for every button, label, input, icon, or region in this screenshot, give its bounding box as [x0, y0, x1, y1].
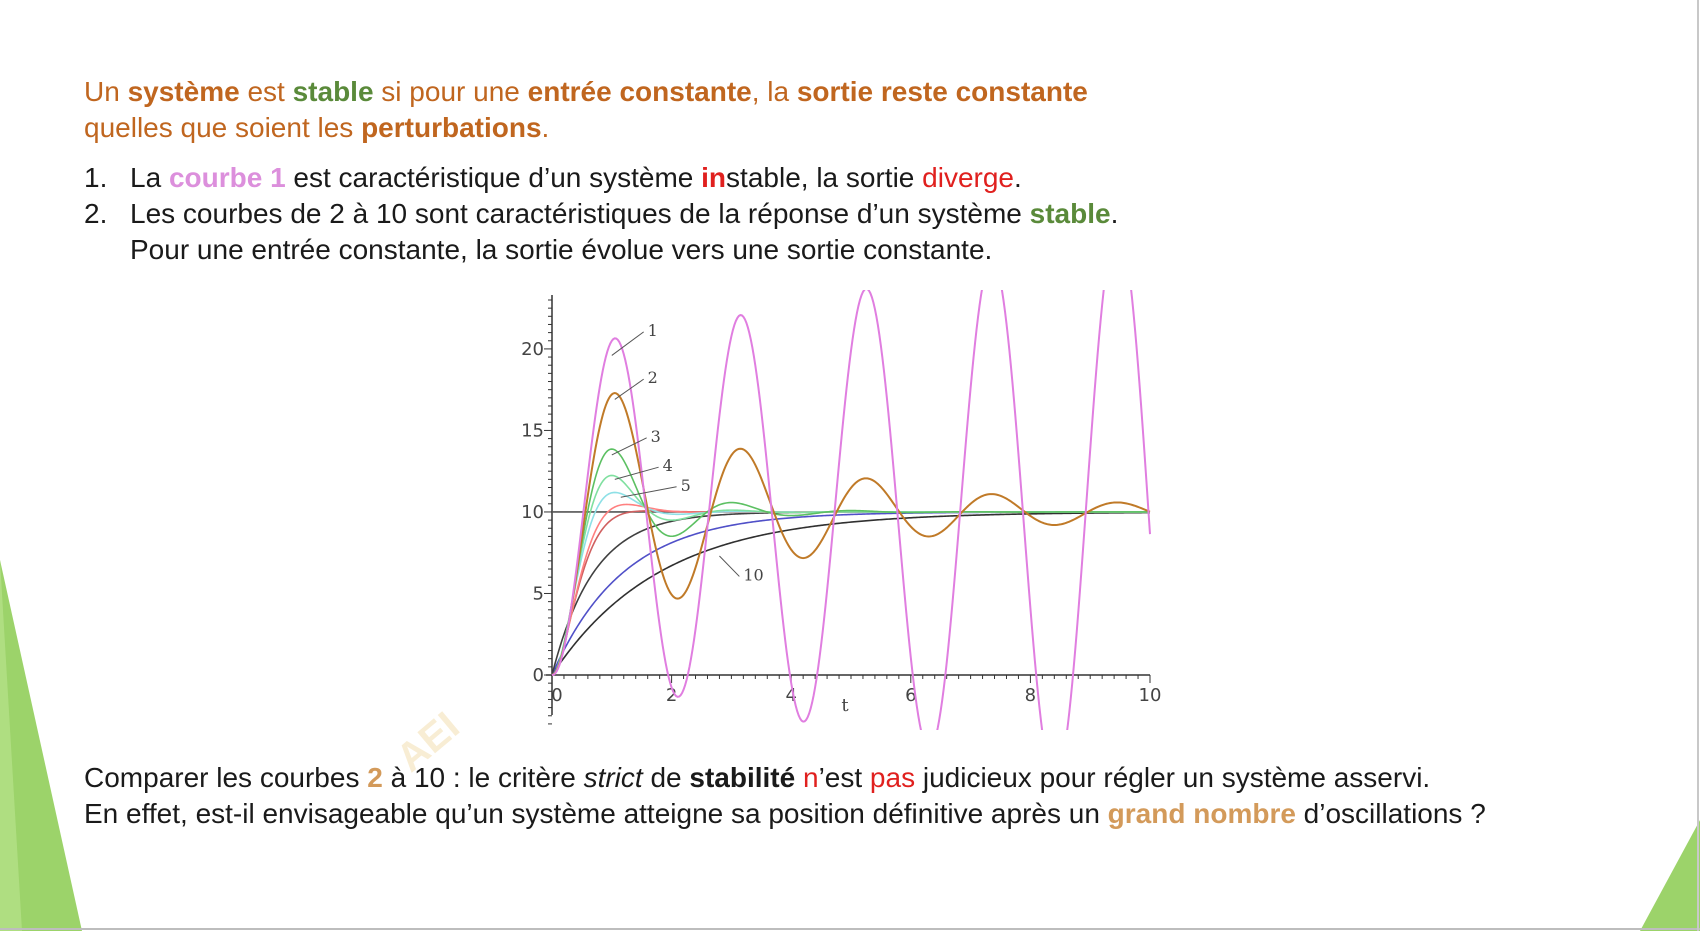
x-axis-label: t	[841, 695, 849, 716]
keyword-stable: stable	[1029, 198, 1111, 229]
curve-label-pointer	[615, 467, 659, 479]
list-number: 1.	[84, 162, 108, 193]
x-tick-label: 8	[1024, 685, 1037, 706]
keyword-diverge: diverge	[922, 162, 1014, 193]
intro-text: Un	[84, 76, 128, 107]
intro-line-1	[84, 74, 1088, 110]
intro-keyword-stable: stable	[292, 76, 374, 107]
intro-line-2	[84, 110, 549, 146]
series-line-10	[552, 513, 1150, 675]
keyword-2: 2	[367, 762, 383, 793]
curve-label: 1	[647, 320, 658, 340]
x-tick-label: 2	[665, 685, 678, 706]
series-line-8	[552, 512, 1150, 675]
y-tick-label: 10	[521, 501, 544, 523]
list-text-continuation: Pour une entrée constante, la sortie évolue vers une sortie constante.	[130, 234, 993, 265]
list-text: est caractéristique d’un système	[285, 162, 702, 193]
curve-label: 3	[650, 426, 661, 446]
footer-text	[795, 762, 803, 793]
keyword-stabilite: stabilité	[689, 762, 796, 793]
y-tick-label: 0	[532, 665, 544, 686]
intro-keyword-systeme: système	[127, 76, 240, 107]
curve-label-pointer	[612, 438, 647, 455]
series-line-6	[552, 504, 1150, 675]
footer-text: de	[642, 762, 690, 793]
intro-keyword-perturbations: perturbations	[361, 112, 542, 143]
y-tick-label: 5	[532, 583, 544, 605]
series-line-9	[552, 512, 1150, 675]
footer-text: En effet, est-il envisageable qu’un système atteigne sa position définitive après un	[84, 798, 1108, 829]
footer-text: d’oscillations ?	[1295, 798, 1486, 829]
x-tick-label: 6	[905, 685, 917, 706]
step-response-chart	[510, 290, 1170, 730]
curve-label-pointer	[719, 556, 739, 576]
keyword-pas: pas	[869, 762, 916, 793]
curve-label: 4	[662, 456, 673, 476]
intro-text: est	[239, 76, 293, 107]
intro-text: quelles que soient les	[84, 112, 362, 143]
x-tick-label: 0	[551, 685, 563, 706]
series-line-7	[552, 511, 1150, 675]
footer-text: judicieux pour régler un système asservi.	[915, 762, 1431, 793]
list-item	[84, 196, 1118, 268]
watermark: AEI	[388, 703, 468, 781]
observation-list	[84, 160, 1118, 268]
intro-keyword-sortie: sortie reste constante	[796, 76, 1088, 107]
intro-keyword-entree: entrée constante	[527, 76, 752, 107]
curve-label: 5	[680, 475, 691, 495]
footer-text: à 10 : le critère	[382, 762, 584, 793]
series-line-2	[552, 393, 1150, 675]
list-text: La	[130, 162, 169, 193]
curve-label-pointer	[612, 332, 644, 356]
right-green-triangle	[1640, 820, 1700, 931]
keyword-grand-nombre: grand nombre	[1107, 798, 1296, 829]
list-text: .	[1014, 162, 1022, 193]
footer-text: Comparer les courbes	[84, 762, 368, 793]
keyword-in: in	[701, 162, 727, 193]
x-tick-label: 10	[1138, 685, 1162, 706]
intro-text: .	[541, 112, 550, 143]
list-item	[84, 160, 1118, 196]
x-tick-label: 4	[785, 685, 797, 706]
keyword-courbe-1: courbe 1	[168, 162, 286, 193]
footer-text: ’est	[818, 762, 870, 793]
intro-text: , la	[751, 76, 797, 107]
y-tick-label: 20	[521, 338, 544, 360]
footer-line-2	[84, 796, 1486, 832]
list-text: .	[1110, 198, 1119, 229]
footer-line-1	[84, 760, 1430, 796]
keyword-strict: strict	[583, 762, 643, 793]
intro-text: si pour une	[373, 76, 528, 107]
list-text: Les courbes de 2 à 10 sont caractéristiques de la réponse d’un système	[130, 198, 1030, 229]
keyword-n: n	[802, 762, 819, 793]
curve-label: 10	[743, 565, 764, 585]
list-number: 2.	[84, 198, 108, 229]
y-tick-label: 15	[521, 420, 544, 442]
curve-label: 2	[647, 368, 658, 388]
list-text: stable, la sortie	[726, 162, 923, 193]
